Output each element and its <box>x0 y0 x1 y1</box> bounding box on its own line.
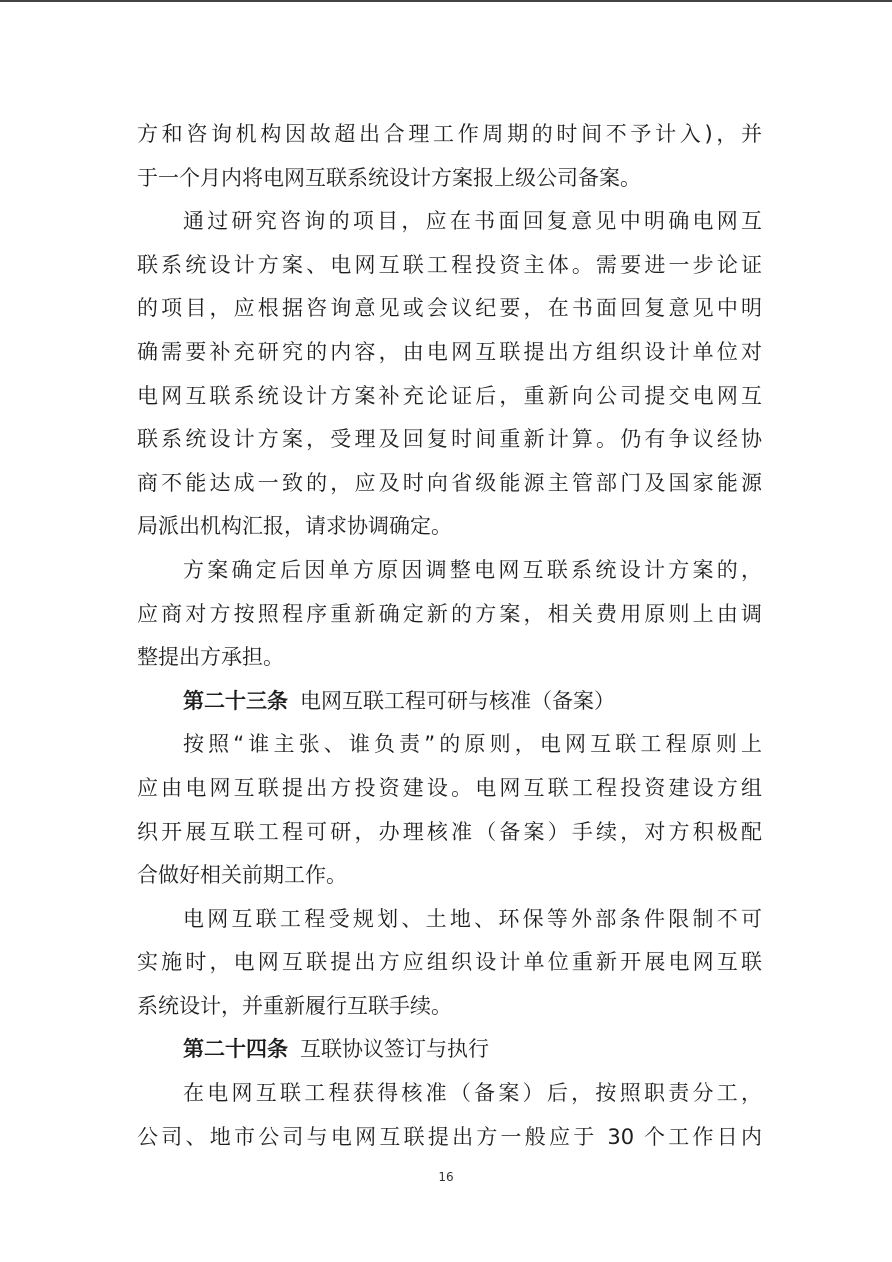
body-text-line: 电网互联工程受规划、土地、环保等外部条件限制不可 <box>183 906 762 931</box>
body-text-line: 的项目，应根据咨询意见或会议纪要，在书面回复意见中明 <box>137 296 762 321</box>
body-text-line: 联系统设计方案，受理及回复时间重新计算。仍有争议经协 <box>137 427 762 452</box>
body-text-line: 按照“谁主张、谁负责”的原则，电网互联工程原则上 <box>183 732 762 757</box>
body-text-line: 系统设计，并重新履行互联手续。 <box>137 993 452 1018</box>
section-heading <box>137 680 762 724</box>
body-text-line: 合做好相关前期工作。 <box>137 863 347 888</box>
body-text-line: 公司、地市公司与电网互联提出方一般应于 30 个工作日内 <box>137 1124 762 1149</box>
section-heading <box>137 1028 762 1072</box>
body-text-line: 电网互联系统设计方案补充论证后，重新向公司提交电网互 <box>137 383 762 408</box>
document-body <box>137 113 762 1159</box>
page-number: 16 <box>438 1170 454 1184</box>
article-number: 第二十三条 <box>183 688 288 713</box>
body-text-line: 整提出方承担。 <box>137 645 284 670</box>
article-title: 互联协议签订与执行 <box>300 1037 489 1062</box>
body-text-line: 联系统设计方案、电网互联工程投资主体。需要进一步论证 <box>137 252 762 277</box>
article-number: 第二十四条 <box>183 1037 288 1062</box>
body-text-line: 应商对方按照程序重新确定新的方案，相关费用原则上由调 <box>137 601 762 626</box>
body-text-line: 通过研究咨询的项目，应在书面回复意见中明确电网互 <box>183 209 762 234</box>
top-border <box>0 0 892 2</box>
body-text-line: 方案确定后因单方原因调整电网互联系统设计方案的， <box>183 557 762 582</box>
body-text-line: 确需要补充研究的内容，由电网互联提出方组织设计单位对 <box>137 339 762 364</box>
body-text-line: 实施时，电网互联提出方应组织设计单位重新开展电网互联 <box>137 950 762 975</box>
body-text-line: 方和咨询机构因故超出合理工作周期的时间不予计入)，并 <box>137 122 762 146</box>
body-text-line: 应由电网互联提出方投资建设。电网互联工程投资建设方组 <box>137 775 762 800</box>
body-text-line: 织开展互联工程可研，办理核准（备案）手续，对方积极配 <box>137 819 762 844</box>
body-text-line: 于一个月内将电网互联系统设计方案报上级公司备案。 <box>137 165 641 190</box>
article-title: 电网互联工程可研与核准（备案） <box>300 688 615 713</box>
body-text-line: 局派出机构汇报，请求协调确定。 <box>137 514 452 539</box>
body-text-line: 商不能达成一致的，应及时向省级能源主管部门及国家能源 <box>137 470 762 495</box>
body-text-line: 在电网互联工程获得核准（备案）后，按照职责分工， <box>183 1081 762 1106</box>
